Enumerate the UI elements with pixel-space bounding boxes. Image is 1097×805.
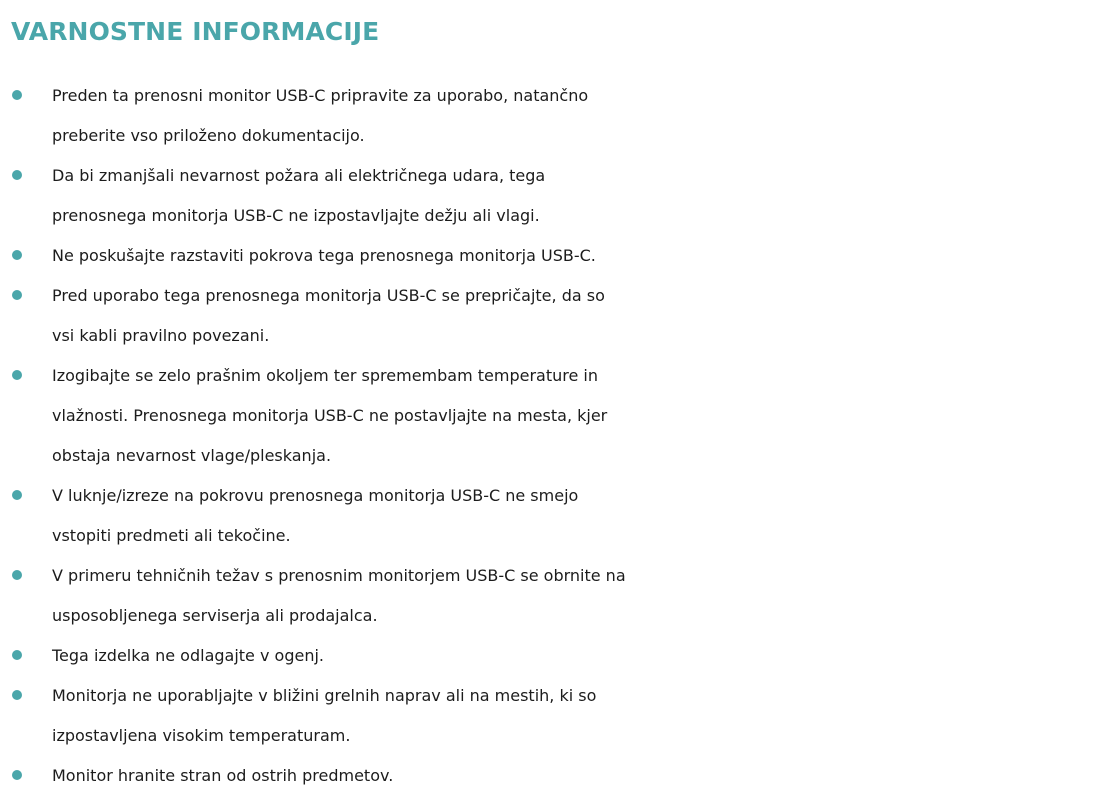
bullet-dot-icon <box>12 490 22 500</box>
bullet-text-line: Monitorja ne uporabljajte v bližini grelnih naprav ali na mestih, ki so <box>52 686 597 705</box>
bullet-dot-icon <box>12 250 22 260</box>
bullet-text-line: Preden ta prenosni monitor USB-C pripravite za uporabo, natančno <box>52 86 589 105</box>
bullet-text-line: Pred uporabo tega prenosnega monitorja USB-C se prepričajte, da so <box>52 286 605 305</box>
bullet-item <box>0 156 1097 236</box>
bullet-item <box>0 556 1097 636</box>
bullet-dot-icon <box>12 90 22 100</box>
bullet-dot-icon <box>12 650 22 660</box>
bullet-text-line: vstopiti predmeti ali tekočine. <box>52 526 291 545</box>
bullet-item <box>0 356 1097 476</box>
safety-bullet-list <box>0 76 1097 796</box>
bullet-text-line: vsi kabli pravilno povezani. <box>52 326 270 345</box>
bullet-item <box>0 236 1097 276</box>
bullet-text-line: Izogibajte se zelo prašnim okoljem ter spremembam temperature in <box>52 366 598 385</box>
bullet-dot-icon <box>12 570 22 580</box>
bullet-text-line: prenosnega monitorja USB-C ne izpostavljajte dežju ali vlagi. <box>52 206 540 225</box>
bullet-dot-icon <box>12 770 22 780</box>
section-heading: VARNOSTNE INFORMACIJE <box>11 17 380 46</box>
bullet-text-line: izpostavljena visokim temperaturam. <box>52 726 351 745</box>
bullet-item <box>0 476 1097 556</box>
bullet-text-line: Ne poskušajte razstaviti pokrova tega prenosnega monitorja USB-C. <box>52 246 596 265</box>
bullet-item <box>0 76 1097 156</box>
bullet-text-line: usposobljenega serviserja ali prodajalca. <box>52 606 378 625</box>
bullet-text-line: vlažnosti. Prenosnega monitorja USB-C ne postavljajte na mesta, kjer <box>52 406 608 425</box>
bullet-dot-icon <box>12 690 22 700</box>
bullet-text-line: Da bi zmanjšali nevarnost požara ali električnega udara, tega <box>52 166 546 185</box>
bullet-item <box>0 676 1097 756</box>
bullet-text-line: V primeru tehničnih težav s prenosnim monitorjem USB-C se obrnite na <box>52 566 626 585</box>
bullet-text-line: Monitor hranite stran od ostrih predmetov. <box>52 766 394 785</box>
bullet-text-line: obstaja nevarnost vlage/pleskanja. <box>52 446 332 465</box>
bullet-dot-icon <box>12 370 22 380</box>
bullet-dot-icon <box>12 290 22 300</box>
bullet-item <box>0 276 1097 356</box>
bullet-text-line: Tega izdelka ne odlagajte v ogenj. <box>52 646 324 665</box>
bullet-text-line: preberite vso priloženo dokumentacijo. <box>52 126 365 145</box>
bullet-dot-icon <box>12 170 22 180</box>
bullet-item <box>0 636 1097 676</box>
bullet-text-line: V luknje/izreze na pokrovu prenosnega monitorja USB-C ne smejo <box>52 486 579 505</box>
bullet-item <box>0 756 1097 796</box>
